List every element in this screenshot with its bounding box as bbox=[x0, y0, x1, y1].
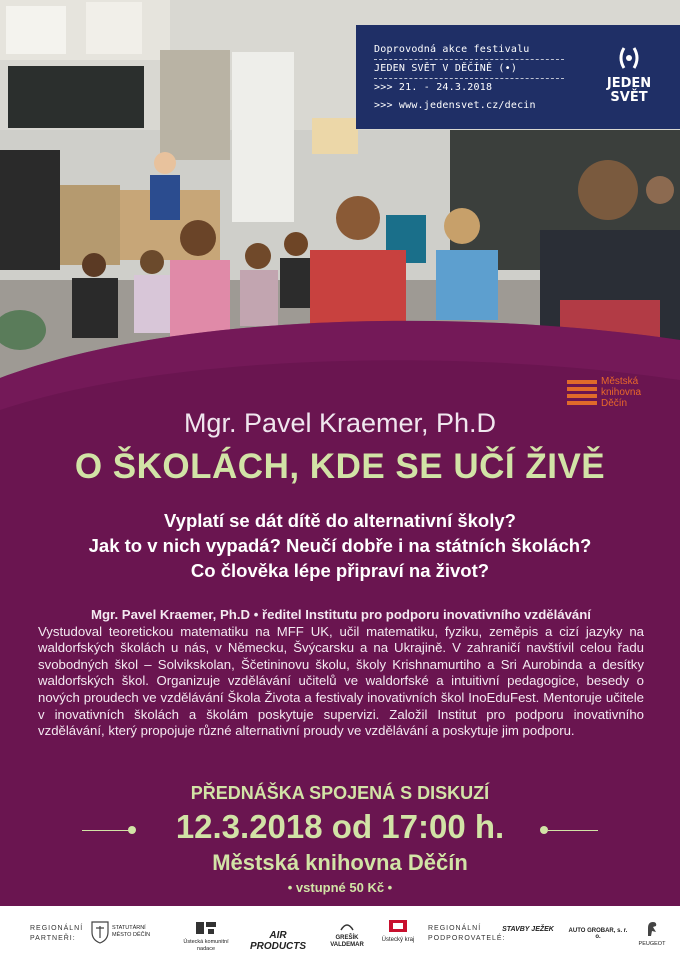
supporter-peugeot-label: PEUGEOT bbox=[638, 941, 666, 947]
question-2: Jak to v nich vypadá? Neučí dobře i na státních školách? bbox=[88, 535, 592, 556]
jeden-svet-logo bbox=[596, 45, 662, 105]
festival-line-2: JEDEN SVĚT V DĚČÍNĚ (•) bbox=[374, 63, 518, 74]
regional-partners-label-2: PARTNEŘI: bbox=[30, 935, 76, 942]
divider-dot-right bbox=[540, 826, 548, 834]
bio-text: Vystudoval teoretickou matematiku na MFF UK, učil matematiku, fyziku, zeměpis a cizí jazyky na waldorfských školách u nás, v Německu, Švýcarsku a na Ukrajině. V zahraničí navštívil celou řadu svobodných škol – Solvikskolan, Ščetininovu školu, školy Krishnamurtiho a Sri Aurobinda a desítky waldorfských škol. Organizuje vzdělávání učitelů ve waldorfské a intuitivní pedagogice, besedy o nových proudech ve vzdělávání Škola Života a festivaly inovativních škol InoEduFest. Mentoruje učitele v inovativních školách a školám poskytuje supervizi. Založil Institut pro podporu inovativního vzdělávání, který propojuje různé alternativní proudy ve vzdělávání a poskytuje jim podporu. bbox=[38, 623, 644, 739]
partner-ustecky-kraj bbox=[376, 918, 420, 944]
library-logo-line-2: knihovna bbox=[601, 387, 642, 398]
divider-right bbox=[548, 830, 598, 831]
library-logo bbox=[567, 376, 641, 409]
bio-heading: Mgr. Pavel Kraemer, Ph.D • ředitel Institutu pro podporu inovativního vzdělávání bbox=[91, 607, 591, 622]
festival-banner bbox=[356, 25, 680, 129]
speaker-bio bbox=[38, 607, 644, 740]
footer-partners bbox=[0, 906, 680, 966]
event-date-time: 12.3.2018 od 17:00 h. bbox=[175, 808, 505, 845]
regional-supporters-label-2: PODPOROVATELÉ: bbox=[428, 935, 506, 942]
question-1: Vyplatí se dát dítě do alternativní školy? bbox=[164, 510, 516, 531]
partner-gresik bbox=[326, 922, 368, 949]
jeden-svet-bracket-icon bbox=[616, 45, 642, 71]
question-3: Co člověka lépe připraví na život? bbox=[190, 560, 490, 581]
festival-line-1: Doprovodná akce festivalu bbox=[374, 44, 530, 55]
partner-gresik-label: GREŠÍK VALDEMAR bbox=[330, 935, 364, 948]
jeden-svet-logo-line-1: JEDEN bbox=[606, 76, 652, 91]
event-title: O ŠKOLÁCH, KDE SE UČÍ ŽIVĚ bbox=[74, 447, 606, 486]
jeden-svet-logo-line-2: SVĚT bbox=[610, 90, 648, 105]
partner-decin bbox=[90, 920, 156, 944]
regional-partners-label-1: REGIONÁLNÍ bbox=[30, 925, 84, 932]
supporter-peugeot bbox=[632, 920, 672, 948]
lecture-label: PŘEDNÁŠKA SPOJENÁ S DISKUZÍ bbox=[190, 783, 490, 803]
peugeot-lion-icon bbox=[644, 920, 660, 938]
festival-dates: >>> 21. - 24.3.2018 bbox=[374, 82, 493, 93]
partner-ukn-label: Ústecká komunitní nadace bbox=[183, 939, 229, 952]
entry-fee: • vstupné 50 Kč • bbox=[287, 880, 393, 895]
ustecky-kraj-logo-icon bbox=[387, 918, 409, 934]
supporter-stavby-jezek: STAVBY JEŽEK bbox=[502, 926, 554, 933]
regional-supporters-label bbox=[428, 924, 506, 944]
partner-decin-label: STATUTÁRNÍ MĚSTO DĚČÍN bbox=[112, 925, 151, 938]
date-line bbox=[0, 808, 680, 852]
regional-partners-label bbox=[30, 924, 83, 944]
partner-air-products: AIR PRODUCTS bbox=[249, 930, 307, 952]
festival-url[interactable]: >>> www.jedensvet.cz/decin bbox=[374, 100, 536, 111]
partner-ustecky-kraj-label: Ústecký kraj bbox=[381, 937, 415, 943]
supporter-auto-grobar: AUTO GROBAR, s. r. o. bbox=[568, 928, 628, 940]
ukn-logo-icon bbox=[194, 920, 218, 936]
regional-supporters-label-1: REGIONÁLNÍ bbox=[428, 925, 482, 932]
partner-ukn bbox=[174, 920, 238, 953]
library-logo-line-3: Děčín bbox=[601, 398, 628, 409]
library-stripes-icon bbox=[567, 380, 597, 406]
event-venue: Městská knihovna Děčín bbox=[212, 850, 468, 875]
decin-coat-of-arms-icon bbox=[90, 920, 110, 944]
questions bbox=[0, 508, 680, 583]
gresik-leaf-icon bbox=[339, 922, 355, 932]
library-logo-line-1: Městská bbox=[601, 376, 639, 387]
speaker-name: Mgr. Pavel Kraemer, Ph.D bbox=[183, 408, 497, 438]
